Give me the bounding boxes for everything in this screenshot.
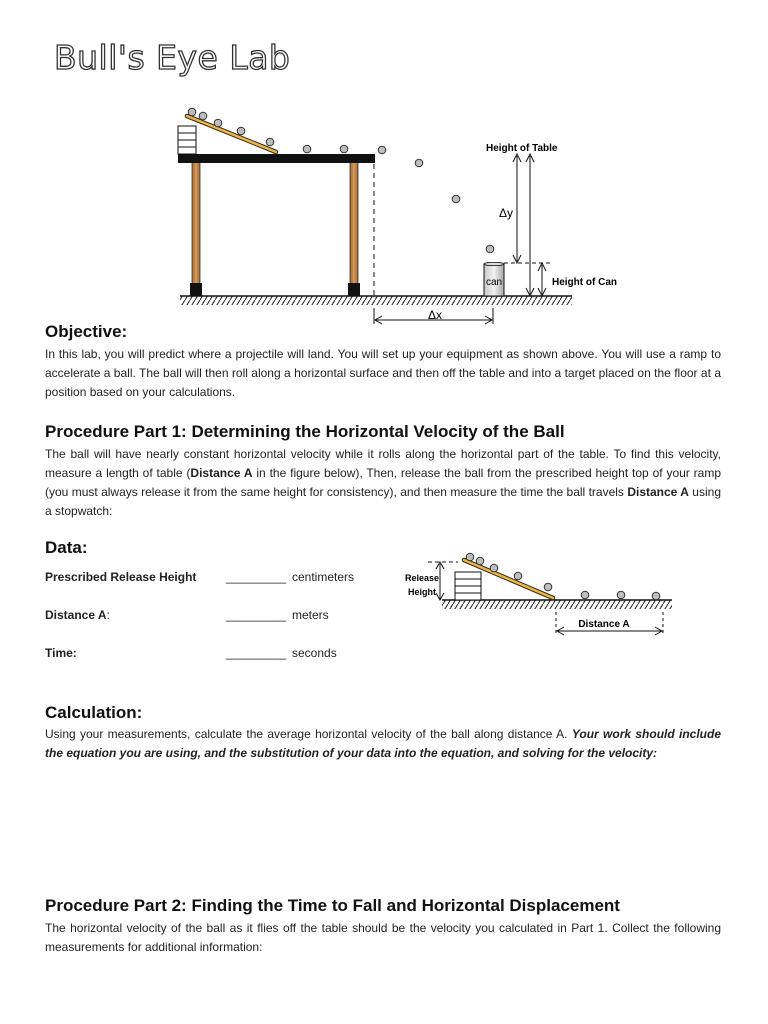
height-of-can-label: Height of Can (552, 277, 617, 288)
height-label: Height (408, 587, 436, 597)
table-top (178, 154, 375, 163)
ball-positions (188, 108, 494, 253)
ramp-block (455, 572, 481, 600)
projectile-setup-figure (170, 100, 640, 330)
calculation-text: Using your measurements, calculate the average horizontal velocity of the ball along distance A. Your work should include the equation you are using, and the substitution of your data into the equation, and solving for the velocity: (45, 727, 722, 760)
answer-blank[interactable]: _________ (226, 646, 287, 660)
calculation-heading: Calculation: (45, 703, 143, 722)
part1-text: The ball will have nearly constant horizontal velocity while it rolls along the horizontal part of the table. To find this velocity, measure a length of table (Distance A in the figure below), Then, release the ball from the prescribed height top of your ramp (you must always release it from the same height for consistency), and then measure the time the ball travels Distance A using a stopwatch: (45, 447, 722, 518)
height-of-table-label: Height of Table (486, 143, 558, 154)
can-label: can (485, 277, 503, 288)
part1-heading: Procedure Part 1: Determining the Horizontal Velocity of the Ball (45, 422, 565, 441)
delta-x-label: Δx (428, 308, 443, 322)
table-leg-right (350, 162, 358, 284)
table-leg-left (192, 162, 200, 284)
distance-a-label: Distance A (578, 619, 630, 630)
data-heading: Data: (45, 538, 88, 557)
objective-heading: Objective: (45, 322, 128, 341)
page-title: Bull's Eye Lab (54, 38, 291, 77)
answer-blank[interactable]: _________ (226, 570, 287, 584)
distance-a-figure (398, 548, 688, 640)
delta-y-label: Δy (499, 206, 514, 220)
ramp-block (178, 126, 196, 154)
floor (180, 296, 572, 305)
answer-blank[interactable]: _________ (226, 608, 287, 622)
part2-heading: Procedure Part 2: Finding the Time to Fall and Horizontal Displacement (45, 896, 620, 915)
part2-text: The horizontal velocity of the ball as it flies off the table should be the velocity you calculated in Part 1. Collect the following measurements for additional information: (45, 921, 721, 954)
release-label: Release (404, 573, 440, 583)
objective-text: In this lab, you will predict where a projectile will land. You will set up your equipment as shown above. You will use a ramp to accelerate a ball. The ball will then roll along a horizontal surface and then off the table and into a target placed on the floor at a position based on your calculations. (45, 347, 721, 399)
ball-positions (466, 553, 660, 600)
